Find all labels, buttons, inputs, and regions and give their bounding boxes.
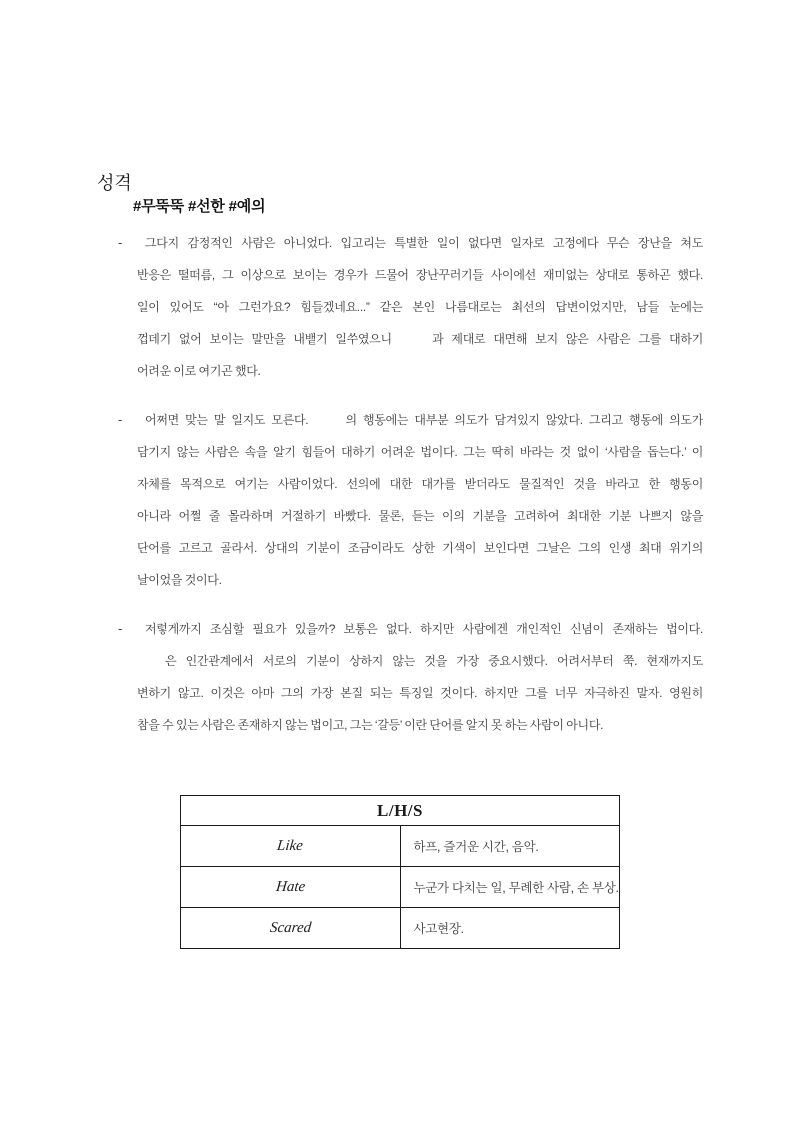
bullet-marker: - — [118, 621, 123, 636]
hashtags-line: #무뚝뚝 #선한 #예의 — [133, 198, 266, 215]
row-label-text: Scared — [268, 919, 312, 936]
row-label — [181, 908, 401, 949]
bullet-marker: - — [118, 235, 123, 250]
row-label — [181, 826, 401, 867]
row-value: 사고현장. — [400, 908, 620, 949]
row-label-text: Like — [276, 837, 305, 854]
table-row — [181, 826, 620, 867]
bullet-marker: - — [118, 412, 123, 427]
text-line: 그다지 감정적인 사람은 아니었다. 입고리는 특별한 일이 없다면 일자로 고정에다 무슨 장난을 쳐도 — [145, 236, 703, 250]
text-line: 일이 있어도 “아 그런가요? 힘들겠네요...” 같은 본인 나름대로는 최선의 답변이었지만, 남들 눈에는 — [137, 300, 703, 314]
text-line: 자체를 목적으로 여기는 사람이었다. 선의에 대한 대가를 받더라도 물질적인 것을 바라고 한 행동이 — [137, 477, 703, 491]
text-line: 날이었을 것이다. — [137, 573, 222, 587]
text-line: 담기지 않는 사람은 속을 알기 힘들어 대하기 어려운 법이다. 그는 딱히 바라는 것 없이 ‘사람을 돕는다.’ 이 — [137, 445, 703, 459]
table-header-row — [181, 796, 620, 826]
personality-paragraphs — [118, 227, 703, 758]
row-label-text: Hate — [274, 878, 306, 895]
table-row — [181, 867, 620, 908]
bullet-paragraph — [118, 613, 703, 741]
lhs-table — [180, 795, 620, 949]
text-line: 껍데기 없어 보이는 말만을 내뱉기 일쑤였으니 과 제대로 대면해 보지 않은 사람은 그를 대하기 — [137, 332, 703, 346]
text-line: 어려운 이로 여기곤 했다. — [137, 364, 261, 378]
text-line: 변하기 않고. 이것은 아마 그의 가장 본질 되는 특징일 것이다. 하지만 그를 너무 자극하진 말자. 영원히 — [137, 686, 703, 700]
row-value: 누군가 다치는 일, 무례한 사람, 손 부상. — [400, 867, 620, 908]
text-line: 아니라 어쩔 줄 몰라하며 거절하기 바빴다. 물론, 듣는 이의 기분을 고려하여 최대한 기분 나쁘지 않을 — [137, 509, 703, 523]
page-title: 성격 — [97, 173, 132, 193]
text-line: 참을 수 있는 사람은 존재하지 않는 법이고, 그는 ‘갈등’ 이란 단어를 알지 못 하는 사람이 아니다. — [137, 718, 604, 732]
bullet-paragraph — [118, 404, 703, 596]
row-value: 하프, 즐거운 시간, 음악. — [400, 826, 620, 867]
table-row — [181, 908, 620, 949]
text-line: 어쩌면 맞는 말 일지도 모른다. 의 행동에는 대부분 의도가 담겨있지 않았다. 그리고 행동에 의도가 — [145, 413, 703, 427]
text-line: 은 인간관계에서 서로의 기분이 상하지 않는 것을 가장 중요시했다. 어려서부터 쭉. 현재까지도 — [137, 654, 703, 668]
text-line: 반응은 떨떠름, 그 이상으로 보이는 경우가 드물어 장난꾸러기들 사이에선 재미없는 상대로 통하곤 했다. — [137, 268, 703, 282]
text-line: 단어를 고르고 골라서. 상대의 기분이 조금이라도 상한 기색이 보인다면 그날은 그의 인생 최대 위기의 — [137, 541, 703, 555]
text-line: 저렇게까지 조심할 필요가 있을까? 보통은 없다. 하지만 사람에겐 개인적인 신념이 존재하는 법이다. — [145, 622, 703, 636]
bullet-paragraph — [118, 227, 703, 387]
table-header: L/H/S — [181, 796, 620, 826]
row-label — [181, 867, 401, 908]
